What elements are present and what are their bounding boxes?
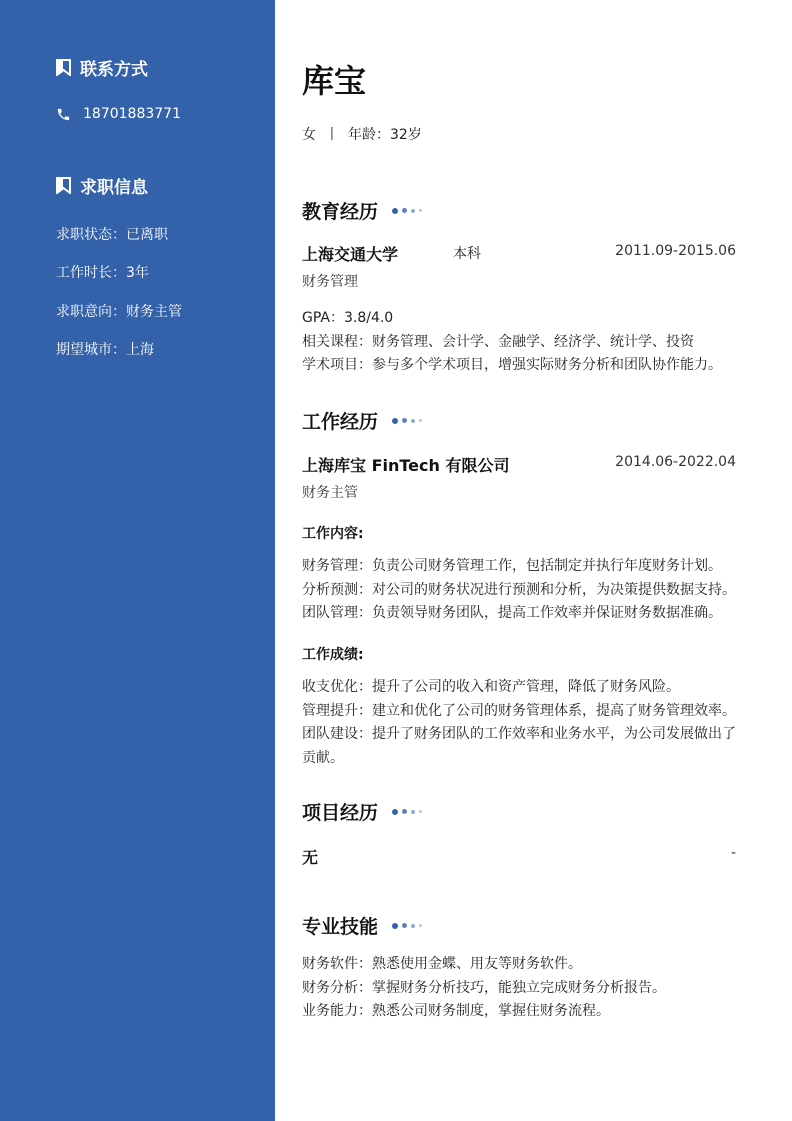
gpa: GPA：3.8/4.0 (302, 310, 394, 326)
job-status: 求职状态：已离职 (56, 227, 168, 243)
decorative-dots (392, 418, 426, 424)
list-item: 财务管理：负责公司财务管理工作，包括制定并执行年度财务计划。 (302, 558, 722, 574)
company-name: 上海库宝 FinTech 有限公司 (302, 456, 510, 475)
phone-row (56, 106, 181, 122)
work-section-title (302, 407, 426, 434)
skills-section-title (302, 912, 426, 939)
education-title-label: 教育经历 (302, 201, 379, 223)
skills-title-label: 专业技能 (302, 916, 379, 938)
list-item: 财务软件：熟悉使用金蝶、用友等财务软件。 (302, 956, 582, 972)
list-item: 团队建设：提升了财务团队的工作效率和业务水平，为公司发展做出了贡献。 (302, 726, 736, 766)
list-item: 业务能力：熟悉公司财务制度，掌握住财务流程。 (302, 1003, 610, 1019)
list-item: 管理提升：建立和优化了公司的财务管理体系，提高了财务管理效率。 (302, 702, 736, 719)
work-content-list (302, 555, 742, 626)
work-duration: 工作时长：3年 (56, 265, 149, 281)
job-title-label: 求职信息 (80, 178, 148, 198)
list-item: 财务分析：掌握财务分析技巧，能独立完成财务分析报告。 (302, 979, 666, 996)
phone-number: 18701883771 (83, 106, 181, 122)
education-section-title (302, 197, 426, 224)
work-date: 2014.06-2022.04 (615, 454, 736, 470)
contact-title-label: 联系方式 (80, 60, 148, 80)
bookmark-icon (56, 177, 71, 194)
list-item: 分析预测：对公司的财务状况进行预测和分析，为决策提供数据支持。 (302, 581, 736, 598)
projects-section-title (302, 798, 426, 825)
gender: 女 (302, 127, 316, 143)
info-separator: 丨 (325, 127, 339, 143)
school-name: 上海交通大学 (302, 245, 399, 264)
decorative-dots (392, 923, 426, 929)
phone-icon (56, 107, 71, 122)
education-details (302, 307, 742, 378)
contact-section-title (56, 55, 148, 80)
achievements-list (302, 676, 742, 770)
job-intention: 求职意向：财务主管 (56, 304, 182, 320)
work-title-label: 工作经历 (302, 411, 379, 433)
project-date: - (730, 845, 736, 861)
achievements-title: 工作成绩: (302, 647, 364, 663)
decorative-dots (392, 809, 426, 815)
job-section-title (56, 173, 148, 198)
list-item: 团队管理：负责领导财务团队，提高工作效率并保证财务数据准确。 (302, 605, 722, 621)
list-item: 收支优化：提升了公司的收入和资产管理，降低了财务风险。 (302, 679, 680, 695)
decorative-dots (392, 208, 426, 214)
major: 财务管理 (302, 274, 358, 290)
age: 年龄：32岁 (348, 127, 422, 143)
projects-title-label: 项目经历 (302, 802, 379, 824)
skills-list (302, 953, 742, 1024)
degree: 本科 (453, 246, 481, 262)
main-content (275, 0, 792, 1121)
project-name: 无 (302, 848, 319, 867)
basic-info (302, 124, 422, 144)
job-role: 财务主管 (302, 485, 358, 501)
work-content-title: 工作内容: (302, 526, 364, 542)
expected-city: 期望城市：上海 (56, 342, 154, 358)
education-date: 2011.09-2015.06 (615, 243, 736, 259)
courses: 相关课程：财务管理、会计学、金融学、经济学、统计学、投资 (302, 333, 694, 350)
candidate-name: 库宝 (302, 62, 367, 100)
academic-projects: 学术项目：参与多个学术项目，增强实际财务分析和团队协作能力。 (302, 357, 722, 373)
bookmark-icon (56, 59, 71, 76)
sidebar (0, 0, 275, 1121)
